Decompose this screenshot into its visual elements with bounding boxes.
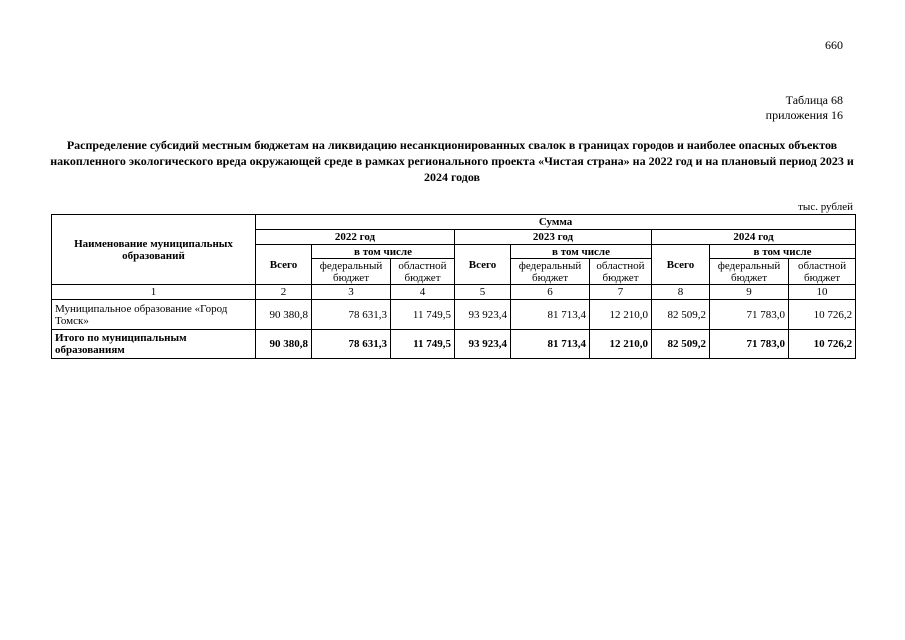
header-including-2023: в том числе bbox=[511, 245, 652, 259]
table-label: Таблица 68 bbox=[785, 93, 843, 107]
units-label: тыс. рублей bbox=[798, 201, 853, 213]
total-value: 11 749,5 bbox=[391, 330, 455, 359]
appendix-label: приложения 16 bbox=[765, 108, 843, 122]
row-value: 82 509,2 bbox=[652, 300, 710, 330]
total-value: 78 631,3 bbox=[312, 330, 391, 359]
header-including-2024: в том числе bbox=[710, 245, 856, 259]
column-number: 5 bbox=[455, 285, 511, 300]
subsidy-table bbox=[51, 214, 856, 359]
total-row bbox=[52, 330, 856, 359]
header-total-2023: Всего bbox=[455, 245, 511, 285]
row-value: 71 783,0 bbox=[710, 300, 789, 330]
total-value: 12 210,0 bbox=[590, 330, 652, 359]
row-value: 12 210,0 bbox=[590, 300, 652, 330]
column-number: 7 bbox=[590, 285, 652, 300]
header-regional-2022: областной бюджет bbox=[391, 259, 455, 285]
total-value: 90 380,8 bbox=[256, 330, 312, 359]
table-reference bbox=[766, 93, 843, 123]
row-value: 93 923,4 bbox=[455, 300, 511, 330]
header-regional-2024: областной бюджет bbox=[789, 259, 856, 285]
total-value: 71 783,0 bbox=[710, 330, 789, 359]
header-including-2022: в том числе bbox=[312, 245, 455, 259]
total-value: 82 509,2 bbox=[652, 330, 710, 359]
row-value: 78 631,3 bbox=[312, 300, 391, 330]
header-federal-2023: федеральный бюджет bbox=[511, 259, 590, 285]
header-total-2022: Всего bbox=[256, 245, 312, 285]
total-value: 81 713,4 bbox=[511, 330, 590, 359]
column-number: 1 bbox=[52, 285, 256, 300]
header-year-2022: 2022 год bbox=[256, 230, 455, 245]
column-number: 2 bbox=[256, 285, 312, 300]
header-year-2023: 2023 год bbox=[455, 230, 652, 245]
header-federal-2022: федеральный бюджет bbox=[312, 259, 391, 285]
row-value: 90 380,8 bbox=[256, 300, 312, 330]
column-number: 10 bbox=[789, 285, 856, 300]
row-value: 10 726,2 bbox=[789, 300, 856, 330]
column-number-row bbox=[52, 285, 856, 300]
header-name-column: Наименование муниципальных образований bbox=[52, 215, 256, 285]
column-number: 4 bbox=[391, 285, 455, 300]
header-year-2024: 2024 год bbox=[652, 230, 856, 245]
row-name: Муниципальное образование «Город Томск» bbox=[52, 300, 256, 330]
row-value: 11 749,5 bbox=[391, 300, 455, 330]
table-row bbox=[52, 300, 856, 330]
page-number: 660 bbox=[825, 38, 843, 52]
header-total-2024: Всего bbox=[652, 245, 710, 285]
total-row-name: Итого по муниципальным образованиям bbox=[52, 330, 256, 359]
document-title: Распределение субсидий местным бюджетам на ликвидацию несанкционированных свалок в границах городов и наиболее опасных объектов накопленного экологического вреда окружающей среде в рамках регионального проекта «Чистая страна» на 2022 год и на плановый период 2023 и 2024 годов bbox=[50, 138, 854, 184]
column-number: 6 bbox=[511, 285, 590, 300]
total-value: 93 923,4 bbox=[455, 330, 511, 359]
total-value: 10 726,2 bbox=[789, 330, 856, 359]
column-number: 9 bbox=[710, 285, 789, 300]
column-number: 8 bbox=[652, 285, 710, 300]
header-sum: Сумма bbox=[256, 215, 856, 230]
row-value: 81 713,4 bbox=[511, 300, 590, 330]
header-federal-2024: федеральный бюджет bbox=[710, 259, 789, 285]
column-number: 3 bbox=[312, 285, 391, 300]
header-regional-2023: областной бюджет bbox=[590, 259, 652, 285]
